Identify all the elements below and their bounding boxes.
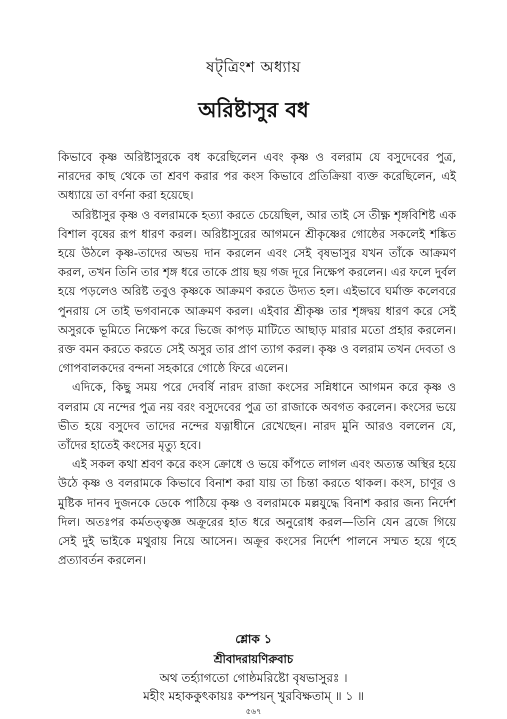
chapter-number-heading: ষট্‌ত্রিংশ অধ্যায়: [206, 58, 301, 76]
page-number: ৫৬৭: [245, 707, 262, 716]
verse-line: অথ তর্হ্যাগতো গোষ্ঠমরিষ্টো বৃষভাসুরঃ ।: [159, 671, 348, 685]
summary-paragraph: এই সকল কথা শ্রবণ করে কংস ক্রোধে ও ভয়ে কাঁপতে লাগল এবং অত্যন্ত অস্থির হয়ে উঠে কৃষ্ণ ও বলরামকে কিভাবে বিনাশ করা যায় তা চিন্তা করতে থাকল। কংস, চাণূর ও মুষ্টিক দানব দুজনকে ডেকে পাঠিয়ে কৃষ্ণ ও বলরামকে মল্লযুদ্ধে বিনাশ করার জন্য নির্দেশ দিল। অতঃপর কর্মতত্ত্বজ্ঞ অক্রূরের হাত ধরে অনুরোধ করল—তিনি যেন ব্রজে গিয়ে সেই দুই ভাইকে মথুরায় নিয়ে আসেন। অক্রূর কংসের নির্দেশ পালনে সম্মত হয়ে গৃহে প্রত্যাবর্তন করলেন।: [58, 457, 456, 568]
chapter-summary: [58, 148, 456, 570]
summary-paragraph: কিভাবে কৃষ্ণ অরিষ্টাসুরকে বধ করেছিলেন এবং কৃষ্ণ ও বলরাম যে বসুদেবের পুত্র, নারদের কাছ থেকে তা শ্রবণ করার পর কংস কিভাবে প্রতিক্রিয়া ব্যক্ত করেছিলেন, এই অধ্যায়ে তা বর্ণনা করা হয়েছে।: [58, 150, 456, 203]
chapter-title: অরিষ্টাসুর বধ: [198, 98, 309, 122]
verse-line: মহীং মহাককুৎকায়ঃ কম্পয়ন্ খুরবিক্ষতাম্ ॥ ১ ॥: [143, 689, 364, 703]
summary-paragraph: অরিষ্টাসুর কৃষ্ণ ও বলরামকে হত্যা করতে চেয়েছিল, আর তাই সে তীক্ষ্ণ শৃঙ্গবিশিষ্ট এক বিশাল বৃষের রূপ ধারণ করল। অরিষ্টাসুরের আগমনে শ্রীকৃষ্ণের গোষ্ঠের সকলেই শঙ্কিত হয়ে উঠলে কৃষ্ণ-তাদের অভয় দান করলেন এবং সেই বৃষভাসুর যখন তাঁকে আক্রমণ করল, তখন তিনি তার শৃঙ্গ ধরে তাকে প্রায় ছয় গজ দূরে নিক্ষেপ করলেন। এর ফলে দুর্বল হয়ে পড়লেও অরিষ্ট তবুও কৃষ্ণকে আক্রমণ করতে উদ্যত হল। এইভাবে ঘর্মাক্ত কলেবরে পুনরায় সে তাই ভগবানকে আক্রমণ করল। এইবার শ্রীকৃষ্ণ তার শৃঙ্গদ্বয় ধারণ করে সেই অসুরকে ভূমিতে নিক্ষেপ করে ভিজে কাপড় মাটিতে আছাড় মারার মতো প্রহার করলেন। রক্ত বমন করতে করতে সেই অসুর তার প্রাণ ত্যাগ করল। কৃষ্ণ ও বলরাম তখন দেবতা ও গোপবালকদের বন্দনা সহকারে গোষ্ঠে ফিরে এলেন।: [58, 207, 457, 376]
sloka-number: শ্লোক ১: [235, 632, 272, 646]
sloka-speaker: শ্রীবাদরায়ণিরুবাচ: [213, 652, 294, 666]
summary-paragraph: এদিকে, কিছু সময় পরে দেবর্ষি নারদ রাজা কংসের সন্নিধানে আগমন করে কৃষ্ণ ও বলরাম যে নন্দের পুত্র নয় বরং বসুদেবের পুত্র তা রাজাকে অবগত করলেন। কংসের ভয়ে ভীত হয়ে বসুদেব তাদের নন্দের যত্নাধীনে রেখেছেন। নারদ মুনি আরও বললেন যে, তাঁদের হাতেই কংসের মৃত্যু হবে।: [58, 380, 456, 453]
